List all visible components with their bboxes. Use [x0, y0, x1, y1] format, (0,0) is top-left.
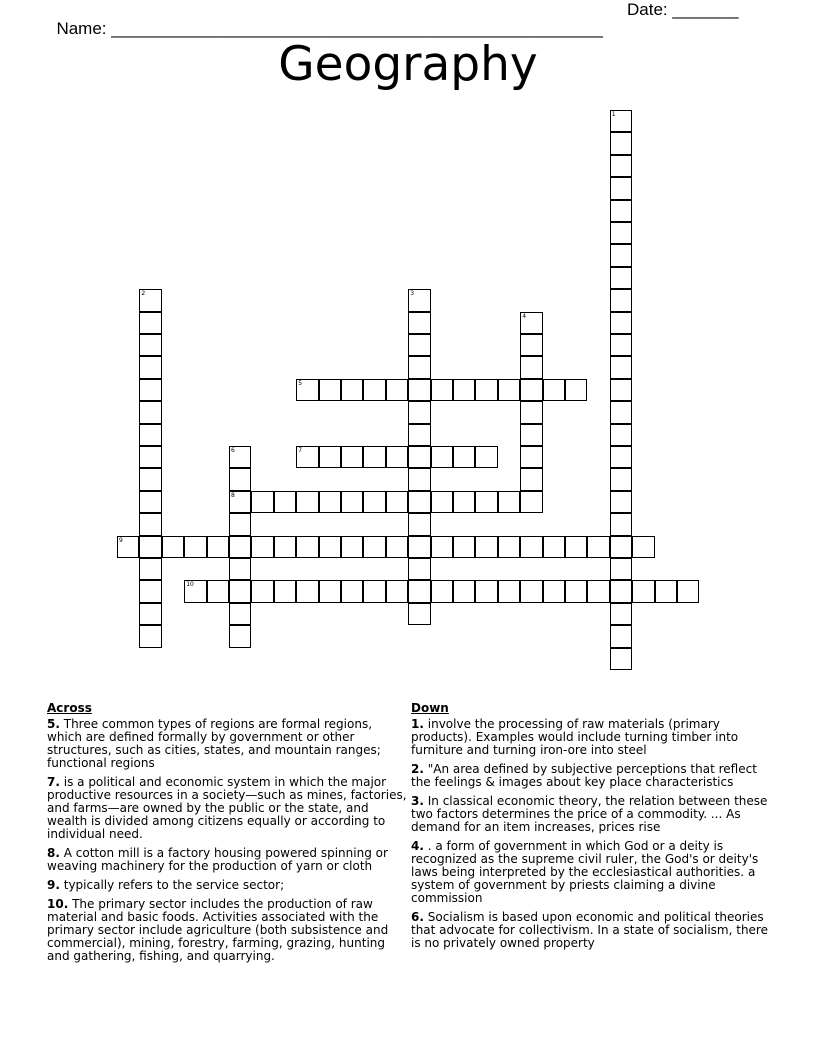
crossword-cell[interactable]	[610, 603, 632, 625]
crossword-cell[interactable]	[139, 424, 161, 446]
crossword-cell[interactable]	[475, 446, 497, 468]
crossword-cell[interactable]	[341, 491, 363, 513]
crossword-cell[interactable]	[587, 580, 609, 602]
crossword-cell[interactable]	[139, 446, 161, 468]
crossword-cell[interactable]	[408, 379, 430, 401]
across-clue-9	[47, 879, 407, 892]
crossword-cell[interactable]	[453, 580, 475, 602]
crossword-cell[interactable]	[229, 468, 251, 490]
crossword-cell[interactable]	[341, 536, 363, 558]
crossword-cell[interactable]	[319, 536, 341, 558]
crossword-cell[interactable]	[408, 356, 430, 378]
clue-number: 7.	[47, 775, 60, 789]
crossword-cell[interactable]	[139, 334, 161, 356]
crossword-cell[interactable]	[341, 379, 363, 401]
crossword-cell[interactable]	[498, 536, 520, 558]
crossword-cell[interactable]	[565, 536, 587, 558]
crossword-cell[interactable]	[431, 536, 453, 558]
crossword-cell[interactable]	[610, 312, 632, 334]
cell-number: 5	[298, 379, 303, 387]
crossword-cell[interactable]	[520, 424, 542, 446]
crossword-cell[interactable]	[408, 334, 430, 356]
crossword-cell[interactable]	[363, 379, 385, 401]
crossword-cell[interactable]	[543, 379, 565, 401]
crossword-cell[interactable]	[251, 536, 273, 558]
crossword-cell[interactable]	[610, 491, 632, 513]
crossword-cell[interactable]	[229, 580, 251, 602]
crossword-cell[interactable]	[520, 334, 542, 356]
crossword-cell[interactable]	[184, 580, 206, 602]
crossword-cell[interactable]	[139, 513, 161, 535]
across-clue-8	[47, 847, 407, 873]
cell-number: 3	[410, 290, 415, 298]
crossword-cell[interactable]	[363, 536, 385, 558]
crossword-cell[interactable]	[319, 491, 341, 513]
crossword-cell[interactable]	[610, 356, 632, 378]
crossword-cell[interactable]	[610, 132, 632, 154]
crossword-cell[interactable]	[610, 289, 632, 311]
crossword-cell[interactable]	[408, 513, 430, 535]
crossword-cell[interactable]	[296, 379, 318, 401]
crossword-cell[interactable]	[386, 379, 408, 401]
crossword-cell[interactable]	[408, 468, 430, 490]
clue-number: 1.	[411, 717, 424, 731]
clue-text: "An area defined by subjective perceptions that reflect the feelings & images about key place characteristics	[411, 762, 757, 789]
cell-number: 6	[231, 447, 235, 454]
cell-number: 8	[231, 491, 235, 499]
crossword-cell[interactable]	[431, 379, 453, 401]
clue-text: Socialism is based upon economic and political theories that advocate for collectivism. In a state of socialism, there is no privately owned property	[411, 910, 768, 950]
clue-number: 10.	[47, 897, 69, 911]
crossword-cell[interactable]	[610, 110, 632, 132]
crossword-cell[interactable]	[520, 491, 542, 513]
crossword-cell[interactable]	[408, 401, 430, 423]
clue-number: 5.	[47, 717, 60, 731]
crossword-cell[interactable]	[229, 491, 251, 513]
crossword-cell[interactable]	[610, 177, 632, 199]
down-clue-6	[411, 911, 771, 950]
crossword-cell[interactable]	[543, 580, 565, 602]
crossword-cell[interactable]	[139, 558, 161, 580]
down-clues	[411, 701, 771, 956]
across-heading: Across	[47, 701, 92, 715]
crossword-cell[interactable]	[139, 580, 161, 602]
cell-number: 4	[522, 312, 527, 320]
crossword-cell[interactable]	[386, 446, 408, 468]
crossword-cell[interactable]	[453, 536, 475, 558]
crossword-cell[interactable]	[610, 401, 632, 423]
clue-text: Three common types of regions are formal regions, which are defined formally by government or other structures, such as cities, states, and mountain ranges; functional regions	[47, 717, 381, 770]
crossword-cell[interactable]	[363, 491, 385, 513]
crossword-cell[interactable]	[610, 648, 632, 670]
crossword-cell[interactable]	[251, 491, 273, 513]
clue-text: typically refers to the service sector;	[63, 878, 285, 892]
crossword-cell[interactable]	[520, 446, 542, 468]
crossword-cell[interactable]	[319, 580, 341, 602]
crossword-cell[interactable]	[632, 580, 654, 602]
crossword-cell[interactable]	[139, 379, 161, 401]
crossword-cell[interactable]	[139, 603, 161, 625]
crossword-cell[interactable]	[296, 536, 318, 558]
crossword-cell[interactable]	[139, 625, 161, 647]
crossword-cell[interactable]	[543, 536, 565, 558]
crossword-cell[interactable]	[677, 580, 699, 602]
crossword-cell[interactable]	[632, 536, 654, 558]
crossword-cell[interactable]	[475, 379, 497, 401]
crossword-cell[interactable]	[408, 491, 430, 513]
clue-text: is a political and economic system in which the major productive resources in a society—such as mines, factories, and farms—are owned by the public or the state, and wealth is divided among citizens equally or according to individual need.	[47, 775, 407, 841]
crossword-cell[interactable]	[229, 558, 251, 580]
crossword-cell[interactable]	[184, 536, 206, 558]
crossword-cell[interactable]	[363, 580, 385, 602]
cell-number: 10	[186, 581, 194, 589]
crossword-cell[interactable]	[498, 580, 520, 602]
crossword-cell[interactable]	[475, 536, 497, 558]
crossword-cell[interactable]	[274, 536, 296, 558]
crossword-cell[interactable]	[475, 491, 497, 513]
crossword-cell[interactable]	[139, 401, 161, 423]
crossword-cell[interactable]	[229, 603, 251, 625]
crossword-cell[interactable]	[431, 491, 453, 513]
down-clue-1	[411, 718, 771, 757]
crossword-cell[interactable]	[453, 491, 475, 513]
crossword-cell[interactable]	[139, 356, 161, 378]
crossword-cell[interactable]	[498, 491, 520, 513]
crossword-cell[interactable]	[520, 580, 542, 602]
crossword-cell[interactable]	[610, 446, 632, 468]
crossword-cell[interactable]	[386, 580, 408, 602]
page-title: Geography	[278, 37, 538, 92]
crossword-cell[interactable]	[431, 446, 453, 468]
clue-text: The primary sector includes the production of raw material and basic foods. Activities associated with the primary sector include agriculture (both subsistence and commercial), mining, forestry, farming, grazing, hunting and gathering, fishing, and quarrying.	[47, 897, 389, 963]
clue-number: 6.	[411, 910, 424, 924]
crossword-cell[interactable]	[386, 491, 408, 513]
crossword-cell[interactable]	[408, 289, 430, 311]
crossword-cell[interactable]	[386, 536, 408, 558]
crossword-cell[interactable]	[431, 580, 453, 602]
crossword-cell[interactable]	[139, 289, 161, 311]
crossword-cell[interactable]	[408, 603, 430, 625]
crossword-cell[interactable]	[207, 536, 229, 558]
crossword-cell[interactable]	[296, 491, 318, 513]
crossword-cell[interactable]	[520, 356, 542, 378]
crossword-cell[interactable]	[610, 558, 632, 580]
clue-number: 4.	[411, 839, 424, 853]
crossword-cell[interactable]	[408, 558, 430, 580]
crossword-cell[interactable]	[520, 312, 542, 334]
clue-number: 3.	[411, 794, 424, 808]
cell-number: 7	[298, 447, 303, 454]
crossword-cell[interactable]	[408, 446, 430, 468]
crossword-cell[interactable]	[610, 155, 632, 177]
crossword-cell[interactable]	[274, 491, 296, 513]
crossword-cell[interactable]	[610, 200, 632, 222]
crossword-cell[interactable]	[319, 379, 341, 401]
crossword-cell[interactable]	[363, 446, 385, 468]
down-clue-4	[411, 840, 771, 905]
crossword-cell[interactable]	[341, 446, 363, 468]
clue-number: 9.	[47, 878, 60, 892]
crossword-cell[interactable]	[296, 580, 318, 602]
crossword-cell[interactable]	[610, 244, 632, 266]
crossword-cell[interactable]	[408, 536, 430, 558]
down-clue-2	[411, 763, 771, 789]
crossword-cell[interactable]	[341, 580, 363, 602]
crossword-cell[interactable]	[610, 267, 632, 289]
across-clue-10	[47, 898, 407, 963]
clue-number: 8.	[47, 846, 60, 860]
crossword-cell[interactable]	[229, 446, 251, 468]
crossword-cell[interactable]	[139, 491, 161, 513]
across-clues	[47, 701, 407, 969]
across-clue-7	[47, 776, 407, 841]
crossword-cell[interactable]	[520, 468, 542, 490]
clue-text: . a form of government in which God or a deity is recognized as the supreme civil ruler, the God's or deity's laws being interpreted by the ecclesiastical authorities. a system of government by priests claiming a divine commission	[411, 839, 759, 905]
crossword-cell[interactable]	[229, 625, 251, 647]
name-field[interactable]: Name: ____________________________________________________	[56, 19, 603, 38]
crossword-cell[interactable]	[475, 580, 497, 602]
crossword-cell[interactable]	[610, 424, 632, 446]
crossword-cell[interactable]	[408, 424, 430, 446]
crossword-cell[interactable]	[610, 468, 632, 490]
crossword-cell[interactable]	[520, 536, 542, 558]
crossword-cell[interactable]	[274, 580, 296, 602]
crossword-cell[interactable]	[296, 446, 318, 468]
crossword-cell[interactable]	[587, 536, 609, 558]
crossword-cell[interactable]	[408, 312, 430, 334]
crossword-cell[interactable]	[453, 446, 475, 468]
crossword-cell[interactable]	[610, 580, 632, 602]
crossword-cell[interactable]	[139, 468, 161, 490]
crossword-cell[interactable]	[408, 580, 430, 602]
crossword-cell[interactable]	[207, 580, 229, 602]
clue-number: 2.	[411, 762, 424, 776]
down-heading: Down	[411, 701, 449, 715]
cell-number: 1	[611, 111, 616, 118]
crossword-cell[interactable]	[117, 536, 139, 558]
crossword-cell[interactable]	[610, 222, 632, 244]
crossword-cell[interactable]	[453, 379, 475, 401]
crossword-cell[interactable]	[319, 446, 341, 468]
crossword-cell[interactable]	[520, 401, 542, 423]
crossword-cell[interactable]	[139, 536, 161, 558]
date-field[interactable]: Date: _______	[627, 0, 739, 19]
across-clue-5	[47, 718, 407, 770]
clue-text: involve the processing of raw materials (primary products). Examples would include turning timber into furniture and turning iron-ore into steel	[411, 717, 739, 757]
cell-number: 2	[141, 290, 146, 298]
crossword-cell[interactable]	[565, 580, 587, 602]
crossword-cell[interactable]	[655, 580, 677, 602]
crossword-cell[interactable]	[498, 379, 520, 401]
crossword-cell[interactable]	[229, 513, 251, 535]
crossword-cell[interactable]	[610, 536, 632, 558]
crossword-cell[interactable]	[565, 379, 587, 401]
crossword-cell[interactable]	[610, 379, 632, 401]
crossword-cell[interactable]	[520, 379, 542, 401]
clue-text: In classical economic theory, the relation between these two factors determines the price of a commodity. ... As demand for an item increases, prices rise	[411, 794, 768, 834]
clue-text: A cotton mill is a factory housing powered spinning or weaving machinery for the production of yarn or cloth	[47, 846, 388, 873]
crossword-cell[interactable]	[139, 312, 161, 334]
crossword-cell[interactable]	[610, 625, 632, 647]
crossword-cell[interactable]	[610, 513, 632, 535]
crossword-cell[interactable]	[229, 536, 251, 558]
crossword-cell[interactable]	[162, 536, 184, 558]
crossword-cell[interactable]	[251, 580, 273, 602]
down-clue-3	[411, 795, 771, 834]
crossword-cell[interactable]	[610, 334, 632, 356]
cell-number: 9	[119, 536, 123, 544]
